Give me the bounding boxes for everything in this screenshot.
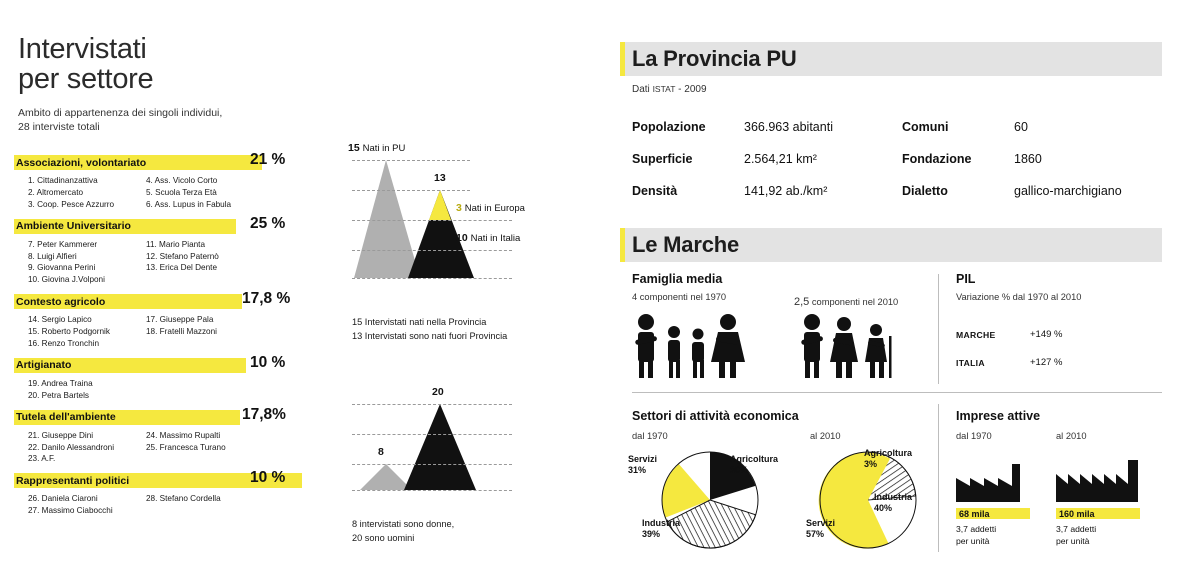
province-stat-row: [902, 182, 948, 200]
list-item: 24. Massimo Rupalti: [146, 430, 221, 440]
imprese-sub-left: dal 1970: [956, 431, 992, 441]
sector-people: [14, 239, 314, 287]
sector-percent: 21 %: [250, 151, 286, 168]
pie-2010-agricoltura: Agricoltura 3%: [864, 448, 913, 470]
page-subtitle-line1: Ambito di appartenenza dei singoli individui,: [18, 106, 223, 119]
sector-people: [14, 175, 314, 211]
list-item: 25. Francesca Turano: [146, 442, 226, 452]
gridline: [352, 490, 512, 491]
divider-vertical: [938, 274, 939, 384]
imprese-2010-value: 160 mila: [1059, 509, 1095, 519]
stat-label: Superficie: [632, 152, 693, 166]
gridline: [352, 464, 512, 465]
famiglia-right-caption: 2,5 componenti nel 2010: [794, 296, 899, 308]
list-item: 27. Massimo Ciabocchi: [28, 506, 113, 516]
gender-caption-2: 20 sono uomini: [352, 533, 415, 543]
stat-label: Densità: [632, 184, 678, 198]
gridline: [352, 278, 512, 279]
sector-item: [14, 214, 314, 287]
province-stat-row: [632, 182, 677, 200]
stat-value: gallico-marchigiano: [1014, 184, 1122, 198]
list-item: 20. Petra Bartels: [28, 390, 89, 400]
stat-value: 366.963 abitanti: [744, 120, 833, 134]
stat-label: Comuni: [902, 120, 949, 134]
birthplace-chart: [348, 142, 552, 356]
birth-italy: 10 Nati in Italia: [456, 232, 521, 244]
birth-pu-value: 15 Nati in PU: [348, 142, 406, 154]
divider-vertical: [938, 404, 939, 552]
stat-label: Fondazione: [902, 152, 972, 166]
divider-horizontal: [632, 392, 1162, 393]
gridline: [352, 250, 512, 251]
gender-men-value: 20: [432, 386, 444, 398]
gridline: [352, 434, 512, 435]
province-stat-row: [902, 118, 949, 136]
list-item: 26. Daniela Ciaroni: [28, 494, 98, 504]
list-item: 9. Giovanna Perini: [28, 263, 96, 273]
stat-label: Dialetto: [902, 184, 948, 198]
province-stat-row: [902, 150, 971, 168]
list-item: 22. Danilo Alessandroni: [28, 442, 115, 452]
stat-label: Popolazione: [632, 120, 706, 134]
list-item: 7. Peter Kammerer: [28, 239, 98, 249]
sector-percent: 10 %: [250, 469, 286, 487]
sector-people: [14, 378, 314, 402]
pil-sub: Variazione % dal 1970 al 2010: [956, 292, 1082, 302]
family-2010-icon: [796, 312, 906, 378]
factory-1970-icon: [956, 456, 1032, 502]
list-item: 14. Sergio Lapico: [28, 315, 92, 325]
gridline: [352, 160, 470, 161]
sector-percent: 17,8 %: [242, 290, 291, 308]
list-item: 15. Roberto Podgornik: [28, 327, 110, 337]
page-title-line1: Intervistati: [18, 33, 147, 65]
pie-1970-servizi: Servizi 31%: [628, 454, 658, 476]
list-item: 12. Stefano Paternò: [146, 251, 219, 261]
famiglia-left-caption: 4 componenti nel 1970: [632, 292, 727, 302]
imprese-1970-value: 68 mila: [959, 509, 990, 519]
sector-item: [14, 469, 314, 517]
birth-outside-value: 13: [434, 172, 446, 184]
list-item: 6. Ass. Lupus in Fabula: [146, 199, 232, 209]
birth-europe: 3 Nati in Europa: [456, 202, 525, 214]
stat-value: 1860: [1014, 152, 1042, 166]
list-item: 28. Stefano Cordella: [146, 494, 221, 504]
gridline: [352, 404, 512, 405]
list-item: 16. Renzo Tronchin: [28, 339, 100, 349]
sector-item: [14, 290, 314, 350]
birth-pu-label: Nati in PU: [362, 143, 406, 154]
birth-caption-2: 13 Intervistati sono nati fuori Provincia: [352, 331, 508, 341]
pil-head: PIL: [956, 272, 976, 286]
province-stat-row: [632, 150, 692, 168]
accent-bar: [620, 228, 625, 262]
sector-percent: 10 %: [250, 353, 286, 371]
pil-row-value: +149 %: [1030, 329, 1063, 340]
pie-1970-agricoltura: Agricoltura 30%: [730, 454, 779, 476]
sector-label: Contesto agricolo: [16, 295, 106, 308]
accent-bar: [620, 42, 625, 76]
pie-1970-industria: Industria 39%: [642, 518, 681, 540]
family-1970-icon: [630, 312, 760, 378]
province-stat-row: [632, 118, 706, 136]
sector-percent: 25 %: [250, 214, 286, 232]
pil-row-value: +127 %: [1030, 357, 1063, 368]
list-item: 5. Scuola Terza Età: [146, 187, 217, 197]
gender-chart: [352, 386, 552, 543]
sector-people: [14, 430, 314, 466]
gridline: [352, 220, 512, 221]
pil-row-label: ITALIA: [956, 358, 985, 368]
page-title-block: [18, 34, 222, 134]
stat-value: 60: [1014, 120, 1028, 134]
province-header: [620, 42, 1162, 76]
stat-value: 2.564,21 km²: [744, 152, 817, 166]
imprese-2010-note: 3,7 addetti per unità: [1056, 524, 1097, 546]
sector-percent: 17,8%: [242, 405, 286, 423]
sector-people: [14, 314, 314, 350]
right-panel: [620, 0, 1200, 585]
factory-2010-icon: [1056, 456, 1152, 502]
sector-label: Rappresentanti politici: [16, 474, 130, 487]
pie-2010-servizi: Servizi 57%: [806, 518, 836, 540]
mountain-shapes: [352, 146, 552, 306]
marche-title: Le Marche: [632, 232, 740, 257]
list-item: 3. Coop. Pesce Azzurro: [28, 199, 115, 209]
birth-caption-1: 15 Intervistati nati nella Provincia: [352, 317, 487, 327]
imprese-sub-right: al 2010: [1056, 431, 1087, 441]
page-title-line2: per settore: [18, 63, 154, 96]
list-item: 8. Luigi Alfieri: [28, 251, 77, 261]
sector-item: [14, 405, 314, 466]
list-item: 21. Giuseppe Dini: [28, 430, 94, 440]
pil-row-label: MARCHE: [956, 330, 996, 340]
settori-sub-right: al 2010: [810, 431, 841, 441]
famiglia-head: Famiglia media: [632, 272, 723, 286]
list-item: 4. Ass. Vicolo Corto: [146, 176, 218, 185]
marche-header: [620, 228, 1162, 262]
sector-item: [14, 353, 314, 402]
pie-2010-industria: Industria 40%: [874, 492, 913, 514]
imprese-head: Imprese attive: [956, 409, 1041, 423]
sector-label: Ambiente Universitario: [16, 220, 131, 233]
sector-label: Associazioni, volontariato: [16, 156, 147, 169]
list-item: 11. Mario Pianta: [146, 239, 206, 249]
gridline: [352, 190, 470, 191]
province-source: Dati ISTAT - 2009: [632, 84, 707, 95]
list-item: 19. Andrea Traina: [28, 378, 93, 388]
sector-label: Artigianato: [16, 359, 72, 372]
sector-list: [14, 151, 314, 525]
sector-item: [14, 151, 314, 211]
page-subtitle-line2: 28 interviste totali: [18, 121, 100, 134]
sector-people: [14, 493, 314, 517]
stat-value: 141,92 ab./km²: [744, 184, 828, 198]
imprese-1970-note: 3,7 addetti per unità: [956, 524, 997, 546]
sector-label: Tutela dell'ambiente: [16, 411, 116, 424]
list-item: 18. Fratelli Mazzoni: [146, 327, 217, 337]
settori-head: Settori di attività economica: [632, 409, 799, 423]
settori-sub-left: dal 1970: [632, 431, 668, 441]
list-item: 17. Giuseppe Pala: [146, 315, 214, 325]
list-item: 23. A.F.: [28, 454, 56, 464]
gender-caption-1: 8 intervistati sono donne,: [352, 519, 455, 529]
list-item: 13. Erica Del Dente: [146, 263, 217, 273]
list-item: 1. Cittadinanzattiva: [28, 176, 98, 185]
province-title: La Provincia PU: [632, 46, 797, 71]
gender-women-value: 8: [378, 446, 384, 458]
list-item: 10. Giovina J.Volponi: [28, 275, 105, 285]
list-item: 2. Altromercato: [28, 187, 84, 197]
